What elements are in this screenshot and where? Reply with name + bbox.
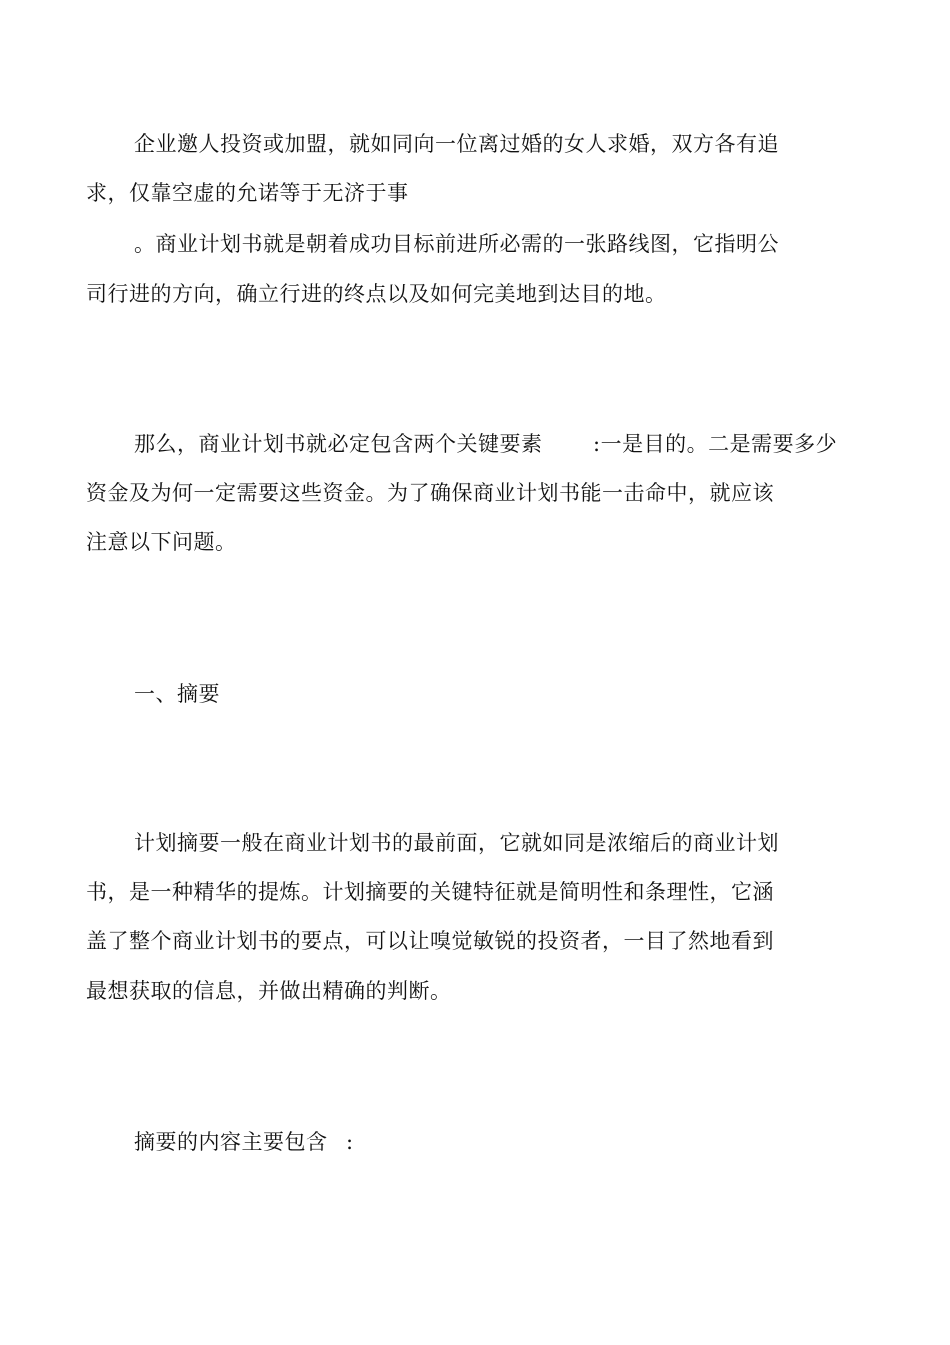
paragraph-2-line-1: 。商业计划书就是朝着成功目标前进所必需的一张路线图，它指明公 (134, 232, 779, 256)
paragraph-3-line-1-part-a: 那么，商业计划书就必定包含两个关键要素 (134, 432, 543, 456)
paragraph-5-line-1-part-a: 摘要的内容主要包含 (134, 1130, 328, 1154)
paragraph-5-line-1-part-b: : (346, 1130, 354, 1154)
paragraph-1-line-2: 求，仅靠空虚的允诺等于无济于事 (86, 181, 409, 205)
paragraph-3-line-3: 注意以下问题。 (86, 530, 237, 554)
paragraph-1-line-1: 企业邀人投资或加盟，就如同向一位离过婚的女人求婚，双方各有追 (134, 132, 779, 156)
paragraph-3-line-1-part-b: :一是目的。二是需要多少 (593, 432, 838, 456)
section-heading-summary: 一、摘要 (134, 682, 220, 706)
paragraph-4-line-2: 书，是一种精华的提炼。计划摘要的关键特征就是简明性和条理性，它涵 (86, 880, 774, 904)
paragraph-4-line-1: 计划摘要一般在商业计划书的最前面，它就如同是浓缩后的商业计划 (134, 831, 779, 855)
paragraph-4-line-3: 盖了整个商业计划书的要点，可以让嗅觉敏锐的投资者，一目了然地看到 (86, 929, 774, 953)
paragraph-3-line-2: 资金及为何一定需要这些资金。为了确保商业计划书能一击命中，就应该 (86, 481, 774, 505)
paragraph-4-line-4: 最想获取的信息，并做出精确的判断。 (86, 979, 452, 1003)
paragraph-2-line-2: 司行进的方向，确立行进的终点以及如何完美地到达目的地。 (86, 282, 667, 306)
